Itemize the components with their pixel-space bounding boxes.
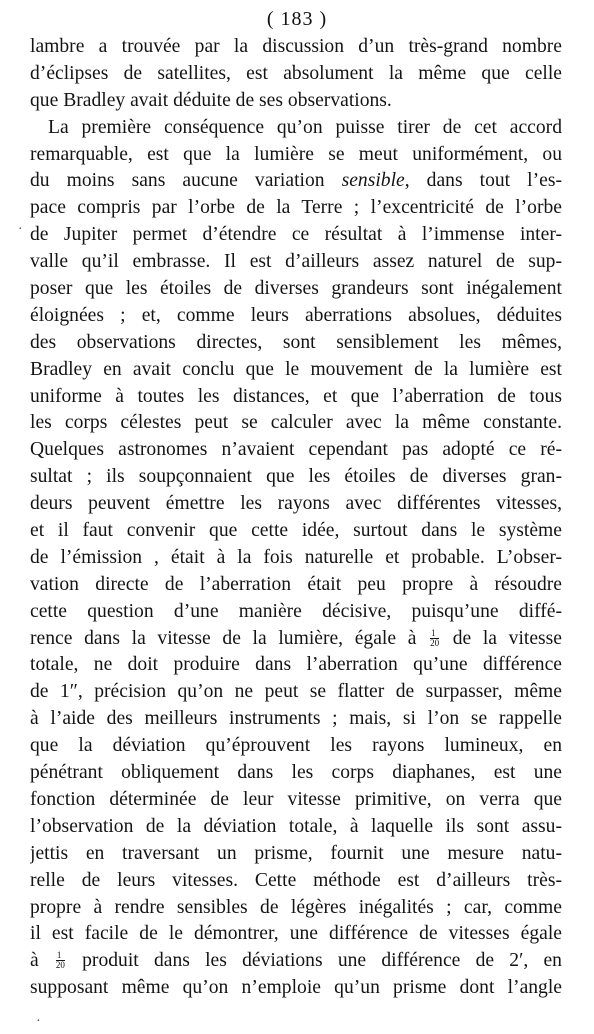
page-number: ( 183 ): [266, 8, 328, 30]
text-line: que la déviation qu’éprouvent les rayons lumineux, en: [30, 735, 562, 757]
text-segment: du moins sans aucune variation: [30, 170, 342, 192]
text-segment: de la vitesse: [441, 627, 562, 649]
text-line: uniforme à toutes les distances, et que l’aberration de tous: [30, 385, 562, 407]
text-line: Bradley en avait conclu que le mouvement de la lumière est: [30, 358, 562, 380]
text-segment: rence dans la vitesse de la lumière, égale à: [30, 627, 429, 649]
text-line: l’observation de la déviation totale, à laquelle ils sont assu-: [30, 815, 562, 837]
italic-word: sensible: [341, 170, 405, 192]
text-line: remarquable, est que la lumière se meut uniformément, ou: [30, 143, 562, 165]
text-segment: produit dans les déviations une différence de 2′, en: [66, 950, 562, 972]
ink-speck: ·: [18, 222, 23, 237]
text-line: Quelques astronomes n’avaient cependant pas adopté ce ré-: [30, 439, 562, 461]
fraction-denominator: 20: [430, 637, 440, 648]
text-line: lambre a trouvée par la discussion d’un très-grand nombre: [30, 36, 562, 57]
text-line: poser que les étoiles de diverses grandeurs sont inégalement: [30, 278, 562, 300]
text-line: fonction déterminée de leur vitesse primitive, on verra que: [30, 788, 562, 810]
text-line: que Bradley avait déduite de ses observations.: [30, 89, 392, 111]
ink-speck: ·: [36, 1014, 41, 1029]
text-line: propre à rendre sensibles de légères inégalités ; car, comme: [30, 896, 562, 918]
text-line: vation directe de l’aberration était peu propre à résoudre: [30, 573, 562, 595]
text-line: pace compris par l’orbe de la Terre ; l’excentricité de l’orbe: [30, 197, 562, 219]
text-line: [30, 626, 562, 653]
text-line: éloignées ; et, comme leurs aberrations absolues, déduites: [30, 304, 562, 326]
text-line: pénétrant obliquement dans les corps diaphanes, est une: [30, 762, 562, 784]
text-segment: à: [30, 950, 54, 972]
fraction-numerator: 1: [430, 629, 439, 639]
text-line: de 1″, précision qu’on ne peut se flatter de surpasser, même: [30, 681, 562, 703]
text-line: relle de leurs vitesses. Cette méthode est d’ailleurs très-: [30, 869, 562, 891]
fraction: [56, 951, 65, 970]
text-line: [30, 948, 562, 975]
text-line: à l’aide des meilleurs instruments ; mais, si l’on se rappelle: [30, 708, 562, 730]
text-line: [30, 168, 562, 195]
text-line: sultat ; ils soupçonnaient que les étoiles de diverses gran-: [30, 466, 562, 488]
text-line: d’éclipses de satellites, est absolument la même que celle: [30, 62, 562, 84]
text-line: de Jupiter permet d’étendre ce résultat à l’immense inter-: [30, 224, 562, 246]
text-line: les corps célestes peut se calculer avec la même constante.: [30, 412, 562, 434]
text-line: valle qu’il embrasse. Il est d’ailleurs assez naturel de sup-: [30, 251, 562, 273]
text-line: La première conséquence qu’on puisse tirer de cet accord: [48, 116, 562, 138]
text-line: des observations directes, sont sensiblement les mêmes,: [30, 331, 562, 353]
text-line: supposant même qu’on n’emploie qu’un prisme dont l’angle: [30, 977, 562, 999]
text-line: de l’émission , était à la fois naturelle et probable. L’obser-: [30, 546, 562, 568]
text-line: totale, ne doit produire dans l’aberration qu’une différence: [30, 654, 562, 676]
text-line: cette question d’une manière décisive, puisqu’une diffé-: [30, 600, 562, 622]
fraction-numerator: 1: [56, 951, 65, 961]
text-line: et il faut convenir que cette idée, surtout dans le système: [30, 520, 562, 542]
text-line: il est facile de le démontrer, une différence de vitesses égale: [30, 923, 562, 945]
fraction: [430, 629, 439, 648]
text-segment: , dans tout l’es-: [404, 170, 562, 192]
text-line: jettis en traversant un prisme, fournit une mesure natu-: [30, 842, 562, 864]
body-text: [30, 34, 562, 1002]
text-line: deurs peuvent émettre les rayons avec différentes vitesses,: [30, 493, 562, 515]
fraction-denominator: 20: [55, 960, 65, 971]
